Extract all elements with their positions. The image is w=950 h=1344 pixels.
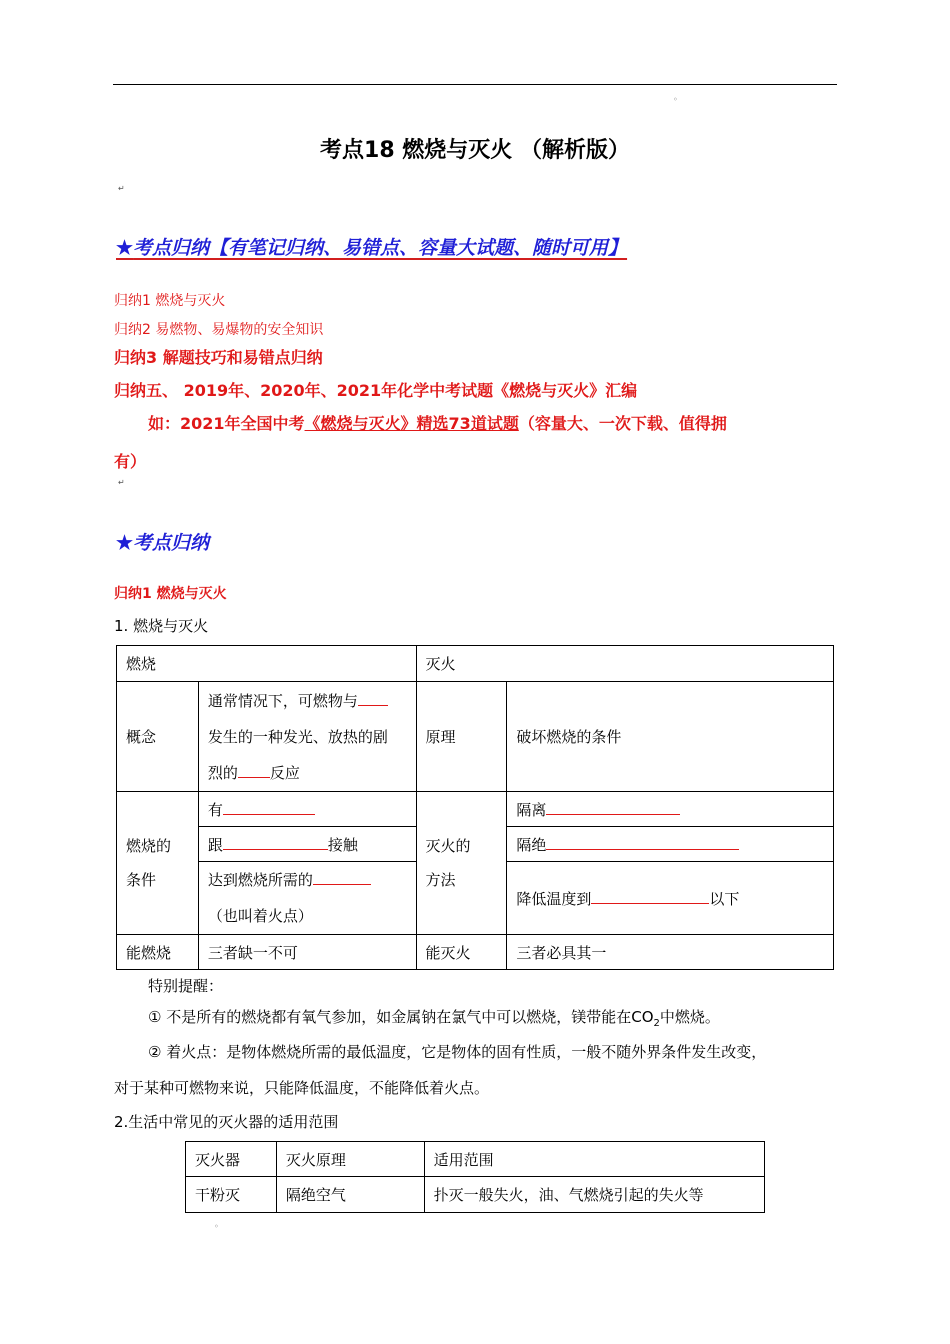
th-burn: 燃烧 [117,646,417,682]
paragraph-mark: ↵ [118,478,125,487]
example-link[interactable]: 《燃烧与灭火》精选73道试题 [304,414,519,433]
star-icon: ★ [116,237,134,259]
cond-1: 有 [198,792,416,827]
summary-item-2: 归纳2 易燃物、易爆物的安全知识 [114,322,324,338]
summary-item-3: 归纳3 解题技巧和易错点归纳 [114,348,323,367]
tip-1: ① 不是所有的燃烧都有氧气参加，如金属钠在氯气中可以燃烧，镁带能在$CO_2$中燃烧。 [148,1008,720,1029]
blank-field [313,870,371,885]
cond-2: 跟 接触 [198,827,416,862]
burn-ext-table [116,645,834,970]
can-burn-label: 能燃烧 [117,935,199,970]
blank-field [591,889,709,904]
star-icon: ★ [116,532,134,554]
method-label: 灭火的 方法 [416,792,507,935]
table-cell: 隔绝空气 [276,1177,424,1213]
q2-label: 2.生活中常见的灭火器的适用范围 [114,1113,339,1131]
th-principle: 灭火原理 [276,1142,424,1177]
page-title: 考点18 燃烧与灭火 （解析版） [320,138,630,163]
summary-item-1: 归纳1 燃烧与灭火 [114,293,226,309]
example-suffix: （容量大、一次下载、值得拥 [518,414,727,433]
can-burn-text: 三者缺一不可 [198,935,416,970]
table-row [186,1177,765,1213]
concept-label: 概念 [117,682,199,792]
blank-field [546,800,680,815]
blank-field [223,835,328,850]
blank-field [238,763,270,778]
blank-field [358,691,388,706]
can-ext-label: 能灭火 [416,935,507,970]
method-3: 降低温度到 以下 [507,862,834,935]
section-heading [116,528,209,555]
example-prefix: 如：2021年全国中考 [148,414,305,433]
paragraph-mark: ◦ [673,95,678,104]
can-ext-text: 三者必具其一 [507,935,834,970]
table-cell: 扑灭一般失火，油、气燃烧引起的失火等 [424,1177,764,1213]
concept-text: 通常情况下，可燃物与 发生的一种发光、放热的剧 烈的 反应 [198,682,416,792]
th-extinguisher: 灭火器 [186,1142,277,1177]
method-1: 隔离 [507,792,834,827]
principle-text: 破坏燃烧的条件 [507,682,834,792]
th-scope: 适用范围 [424,1142,764,1177]
sub-heading: 归纳1 燃烧与灭火 [114,586,227,602]
method-2: 隔绝 [507,827,834,862]
tip-2-line-2: 对于某种可燃物来说，只能降低温度，不能降低着火点。 [114,1079,490,1097]
cond-label: 燃烧的 条件 [117,792,199,935]
paragraph-mark: ◦ [214,1222,219,1231]
extinguisher-table [185,1141,765,1213]
summary-item-5: 归纳五、 2019年、2020年、2021年化学中考试题《燃烧与灭火》汇编 [114,381,638,400]
tip-2-line-1: ② 着火点：是物体燃烧所需的最低温度，它是物体的固有性质，一般不随外界条件发生改变， [148,1043,767,1061]
blank-field [546,835,739,850]
tips-label: 特别提醒： [148,977,224,995]
headline [116,233,627,260]
q1-label: 1. 燃烧与灭火 [114,617,209,635]
header-rule [113,84,837,85]
headline-text: 考点归纳【有笔记归纳、易错点、容量大试题、随时可用】 [133,237,628,259]
blank-field [223,800,315,815]
principle-label: 原理 [416,682,507,792]
table-cell: 干粉灭 [186,1177,277,1213]
section-heading-text: 考点归纳 [133,532,210,554]
paragraph-mark: ↵ [118,184,125,193]
th-ext: 灭火 [416,646,833,682]
cond-3: 达到燃烧所需的 （也叫着火点） [198,862,416,935]
summary-example [148,411,727,434]
summary-example-tail: 有） [114,452,147,471]
